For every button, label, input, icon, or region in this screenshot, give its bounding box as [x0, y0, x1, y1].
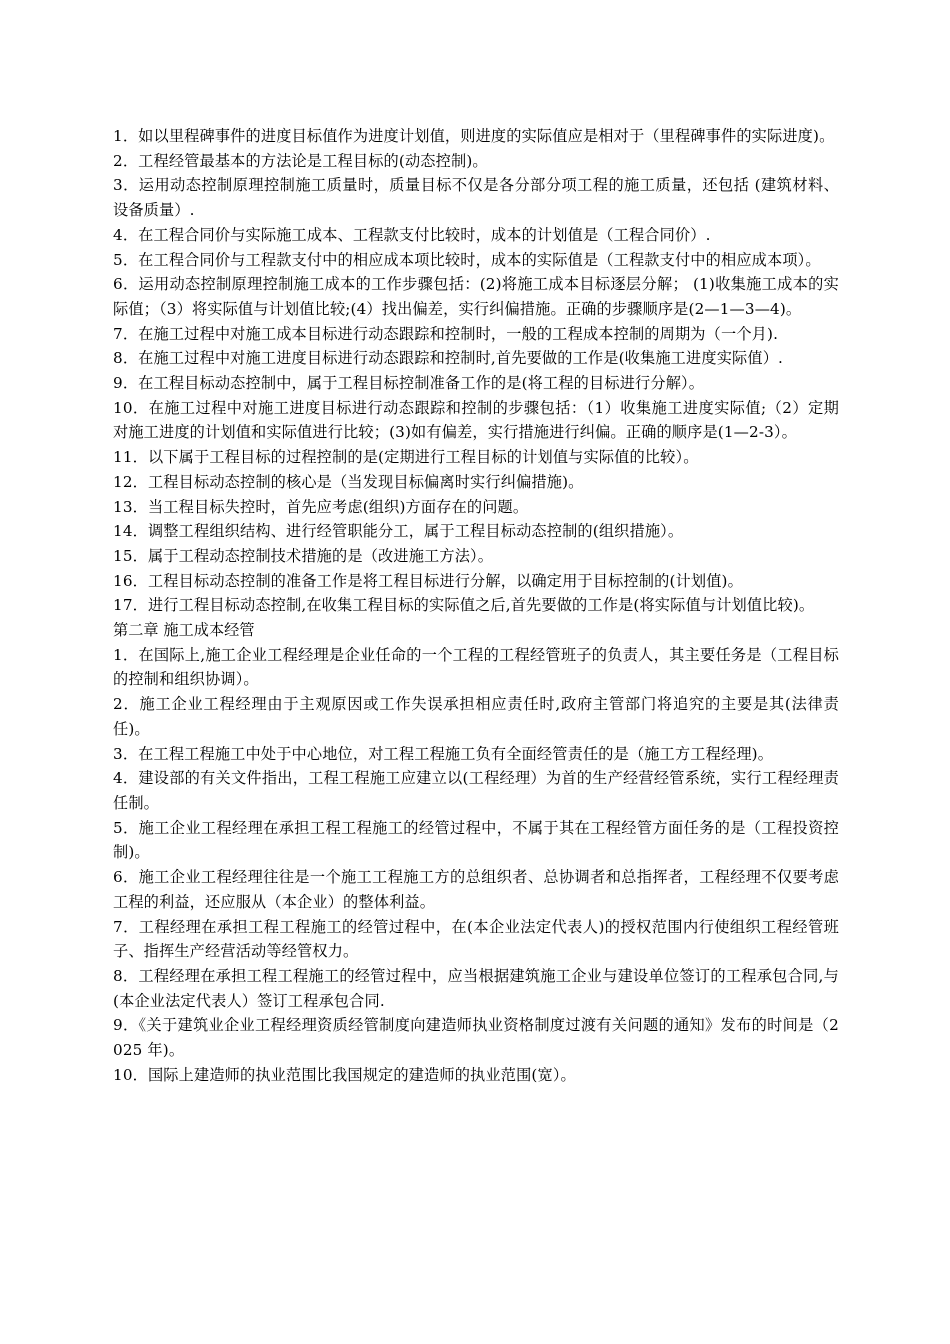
question-item: 4．在工程合同价与实际施工成本、工程款支付比较时，成本的计划值是（工程合同价）.: [113, 225, 711, 244]
question-item: 8．在施工过程中对施工进度目标进行动态跟踪和控制时,首先要做的工作是(收集施工进度实际值）.: [113, 349, 784, 368]
question-item: 9．在工程目标动态控制中，属于工程目标控制准备工作的是(将工程的目标进行分解）。: [113, 374, 705, 393]
question-item: 16．工程目标动态控制的准备工作是将工程目标进行分解，以确定用于目标控制的(计划值)。: [113, 571, 743, 590]
question-item: 8．工程经理在承担工程工程施工的经管过程中，应当根据建筑施工企业与建设单位签订的工程承包合同,与(本企业法定代表人）签订工程承包合同.: [113, 966, 839, 1010]
question-item: 11．以下属于工程目标的过程控制的是(定期进行工程目标的计划值与实际值的比较）。: [113, 448, 699, 467]
question-item: 17．进行工程目标动态控制,在收集工程目标的实际值之后,首先要做的工作是(将实际值与计划值比较)。: [113, 596, 815, 615]
question-item: 5．在工程合同价与工程款支付中的相应成本项比较时，成本的实际值是（工程款支付中的相应成本项）。: [113, 250, 821, 269]
question-item: 9．《关于建筑业企业工程经理资质经管制度向建造师执业资格制度过渡有关问题的通知》发布的时间是（2025 年)。: [113, 1016, 839, 1060]
question-item: 1．在国际上,施工企业工程经理是企业任命的一个工程的工程经管班子的负责人，其主要任务是（工程目标的控制和组织协调）。: [113, 645, 839, 689]
question-item: 14．调整工程组织结构、进行经管职能分工，属于工程目标动态控制的(组织措施）。: [113, 522, 684, 541]
question-item: 3．运用动态控制原理控制施工质量时，质量目标不仅是各分部分项工程的施工质量，还包括 (建筑材料、设备质量）.: [113, 176, 839, 220]
question-item: 6．运用动态控制原理控制施工成本的工作步骤包括：(2)将施工成本目标逐层分解； (1)收集施工成本的实际值；（3）将实际值与计划值比较;(4）找出偏差，实行纠偏措施。正确的步骤顺序是(2—1—3—4)。: [113, 275, 839, 318]
question-item: 4．建设部的有关文件指出，工程工程施工应建立以(工程经理）为首的生产经营经管系统，实行工程经理责任制。: [113, 769, 839, 812]
question-item: 6．施工企业工程经理往往是一个施工工程施工方的总组织者、总协调者和总指挥者，工程经理不仅要考虑工程的利益，还应服从（本企业）的整体利益。: [113, 868, 839, 911]
chapter-heading: 第二章 施工成本经管: [113, 621, 255, 640]
question-item: 12．工程目标动态控制的核心是（当发现目标偏离时实行纠偏措施)。: [113, 472, 584, 491]
question-item: 13．当工程目标失控时，首先应考虑(组织)方面存在的问题。: [113, 497, 529, 516]
question-item: 1．如以里程碑事件的进度目标值作为进度计划值，则进度的实际值应是相对于（里程碑事件的实际进度)。: [113, 127, 835, 145]
question-item: 5．施工企业工程经理在承担工程工程施工的经管过程中，不属于其在工程经管方面任务的是（工程投资控制)。: [113, 818, 839, 862]
document-page: [113, 124, 839, 1087]
question-item: 7．工程经理在承担工程工程施工的经管过程中，在(本企业法定代表人)的授权范围内行使组织工程经管班子、指挥生产经营活动等经管权力。: [113, 917, 839, 961]
question-item: 7．在施工过程中对施工成本目标进行动态跟踪和控制时，一般的工程成本控制的周期为（一个月).: [113, 324, 779, 343]
question-item: 2．工程经管最基本的方法论是工程目标的(动态控制)。: [113, 151, 488, 170]
question-item: 10．在施工过程中对施工进度目标进行动态跟踪和控制的步骤包括：（1）收集施工进度实际值;（2）定期对施工进度的计划值和实际值进行比较；(3)如有偏差，实行措施进行纠偏。正确的顺序是(1—2-3）。: [113, 398, 839, 442]
question-item: 3．在工程工程施工中处于中心地位，对工程工程施工负有全面经管责任的是（施工方工程经理)。: [113, 744, 774, 763]
section-2: [113, 643, 839, 1088]
question-item: 10．国际上建造师的执业范围比我国规定的建造师的执业范围(宽）。: [113, 1065, 576, 1084]
question-item: 2．施工企业工程经理由于主观原因或工作失误承担相应责任时,政府主管部门将追究的主要是其(法律责任)。: [113, 695, 839, 738]
question-item: 15．属于工程动态控制技术措施的是（改进施工方法）。: [113, 546, 494, 565]
section-1: [113, 124, 839, 618]
